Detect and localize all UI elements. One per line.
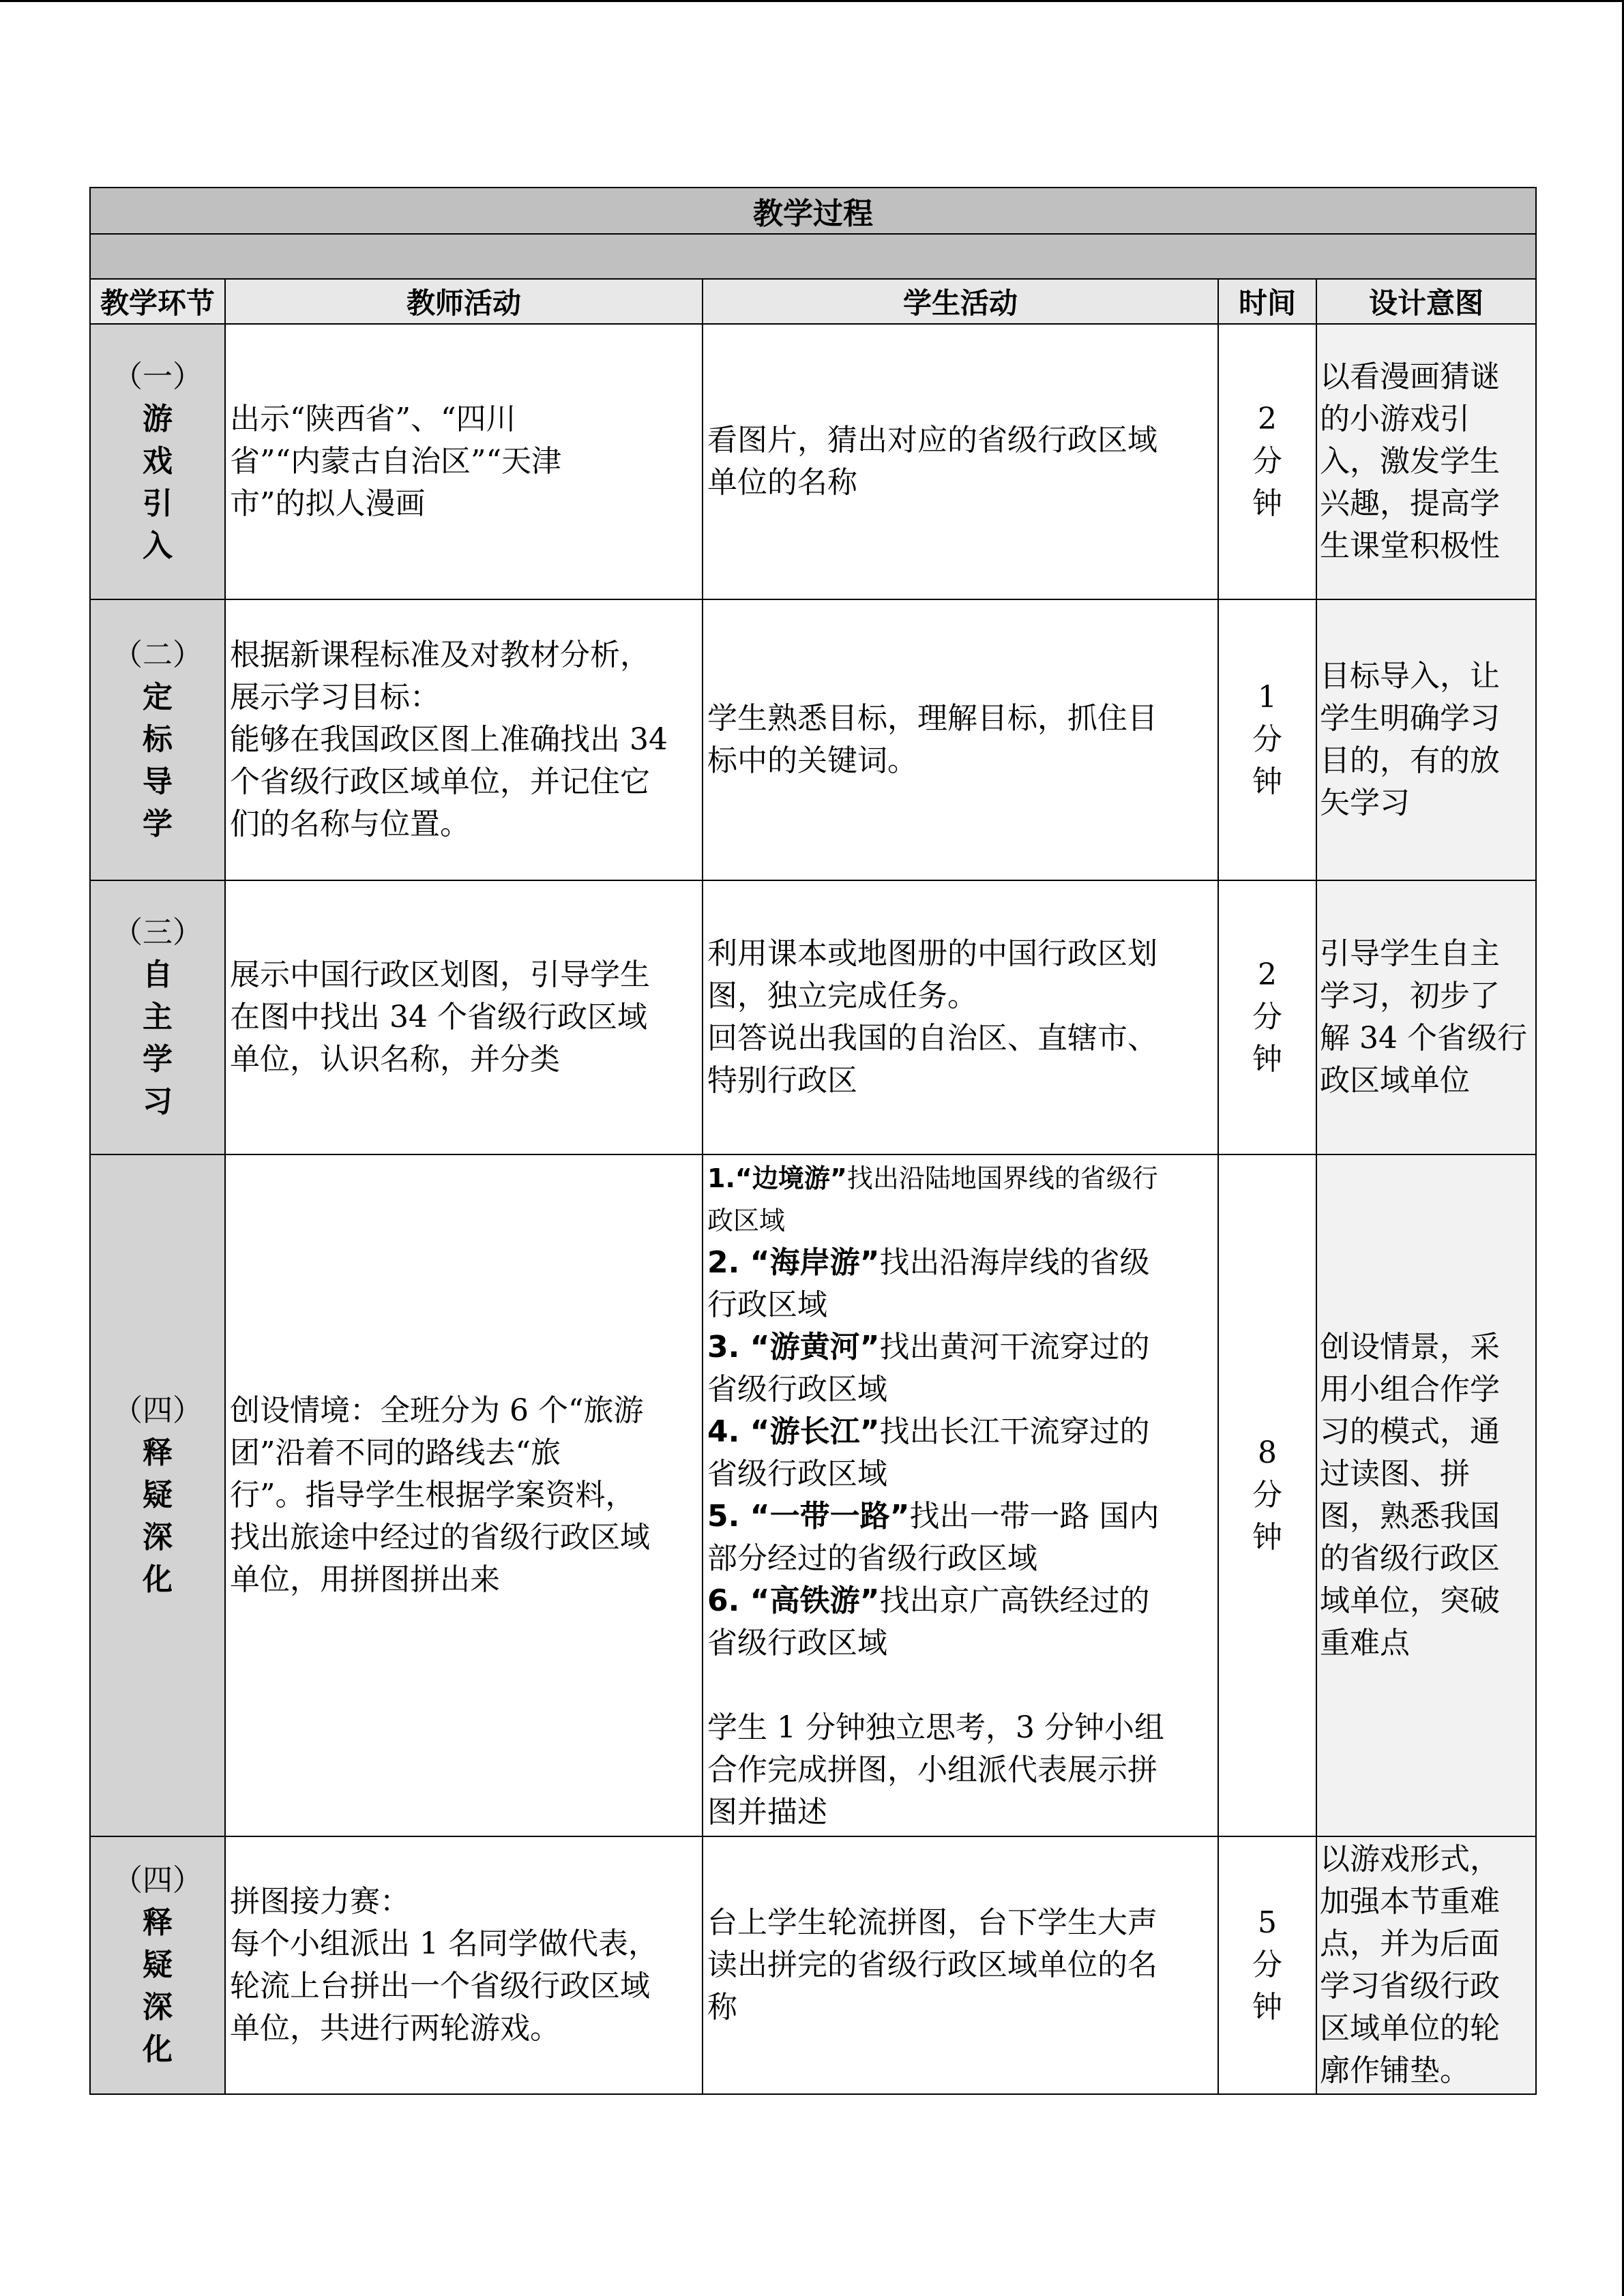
task-text: 找出长江干流穿过的 — [879, 1414, 1150, 1449]
task-text: 找出沿海岸线的省级 — [879, 1245, 1150, 1280]
text-line: 学生熟悉目标，理解目标，抓住目 — [707, 701, 1157, 736]
text-line: 单位的名称 — [707, 465, 857, 500]
time-value: 2 — [1258, 957, 1277, 992]
task-text: 找出黄河干流穿过的 — [879, 1330, 1150, 1365]
text-line: 创设情境：全班分为 6 个“旅游 — [230, 1393, 644, 1428]
text-line: 合作完成拼图，小组派代表展示拼 — [707, 1753, 1157, 1787]
text-line: 过读图、拼 — [1320, 1457, 1470, 1491]
task-text-cont: 政区域 — [707, 1206, 786, 1236]
text-line: 兴趣，提高学 — [1320, 486, 1500, 521]
task-item — [707, 1157, 1213, 1199]
text-line: 单位，用拼图拼出来 — [230, 1562, 500, 1597]
student-activity — [703, 324, 1218, 599]
task-text-cont: 部分经过的省级行政区域 — [707, 1541, 1037, 1576]
text-line: 市”的拟人漫画 — [230, 486, 426, 521]
task-name: 5. “一带一路” — [707, 1499, 910, 1534]
table-title: 教学过程 — [90, 188, 1536, 234]
teacher-activity — [225, 599, 703, 880]
text-line: 回答说出我国的自治区、直辖市、 — [707, 1021, 1157, 1056]
header-row — [90, 279, 1536, 324]
time-value: 2 — [1258, 402, 1277, 436]
time-value: 5 — [1258, 1905, 1277, 1940]
task-item — [707, 1411, 1213, 1453]
student-activity — [703, 1154, 1218, 1836]
text-line: 目的，有的放 — [1320, 743, 1500, 778]
stage-cell — [90, 324, 225, 599]
table-row — [90, 1154, 1536, 1836]
task-name: 4. “游长江” — [707, 1414, 880, 1449]
design-intent — [1316, 324, 1536, 599]
table-row — [90, 1836, 1536, 2094]
text-line: 个省级行政区域单位，并记住它 — [230, 764, 650, 799]
text-line: 加强本节重难 — [1320, 1884, 1500, 1919]
design-intent — [1316, 880, 1536, 1154]
stage-char: 自 — [143, 957, 173, 992]
time-unit: 钟 — [1252, 1520, 1282, 1555]
text-line: 入，激发学生 — [1320, 444, 1500, 479]
text-line: 创设情景，采 — [1320, 1330, 1500, 1365]
time-unit: 分 — [1252, 1478, 1282, 1512]
text-line: 根据新课程标准及对教材分析， — [230, 638, 650, 672]
time-unit: 钟 — [1252, 486, 1282, 521]
stage-number: （三） — [113, 915, 203, 950]
text-line: 习的模式，通 — [1320, 1414, 1500, 1449]
table-row — [90, 880, 1536, 1154]
text-line: 拼图接力赛： — [230, 1884, 410, 1919]
task-item — [707, 1242, 1213, 1284]
text-line: 单位，共进行两轮游戏。 — [230, 2011, 560, 2046]
text-line: 学生明确学习 — [1320, 701, 1500, 736]
text-line: 图，独立完成任务。 — [707, 979, 977, 1013]
text-line: 台上学生轮流拼图，台下学生大声 — [707, 1905, 1157, 1940]
task-item — [707, 1495, 1213, 1538]
header-student: 学生活动 — [703, 279, 1218, 324]
text-line: 利用课本或地图册的中国行政区划 — [707, 936, 1157, 971]
stage-char: 深 — [143, 1520, 173, 1555]
stage-char: 释 — [143, 1435, 173, 1470]
time-cell — [1218, 599, 1316, 880]
time-unit: 分 — [1252, 1000, 1282, 1034]
time-value: 1 — [1258, 680, 1277, 715]
task-name: 3. “游黄河” — [707, 1330, 880, 1365]
time-unit: 钟 — [1252, 1042, 1282, 1077]
stage-cell — [90, 599, 225, 880]
text-line: 出示“陕西省”、“四川 — [230, 402, 516, 436]
text-line: 图，熟悉我国 — [1320, 1499, 1500, 1534]
time-cell — [1218, 1836, 1316, 2094]
task-text: 找出京广高铁经过的 — [879, 1583, 1150, 1618]
time-unit: 分 — [1252, 444, 1282, 479]
stage-char: 主 — [143, 1000, 173, 1034]
time-value: 8 — [1258, 1435, 1277, 1470]
text-line: 展示中国行政区划图，引导学生 — [230, 957, 650, 992]
time-unit: 分 — [1252, 1948, 1282, 1982]
text-line: 以看漫画猜谜 — [1320, 359, 1500, 394]
stage-char: 学 — [143, 1042, 173, 1077]
text-line: 能够在我国政区图上准确找出 34 — [230, 722, 668, 757]
stage-number: （四） — [113, 1393, 203, 1428]
text-line: 特别行政区 — [707, 1063, 857, 1098]
task-item — [707, 1326, 1213, 1369]
text-line: 找出旅途中经过的省级行政区域 — [230, 1520, 650, 1555]
header-stage: 教学环节 — [90, 279, 225, 324]
task-text-cont: 行政区域 — [707, 1287, 827, 1322]
text-line: 域单位，突破 — [1320, 1583, 1500, 1618]
text-line: 图并描述 — [707, 1795, 827, 1830]
text-line: 标中的关键词。 — [707, 743, 917, 778]
stage-char: 习 — [143, 1084, 173, 1119]
text-line: 学生 1 分钟独立思考，3 分钟小组 — [707, 1710, 1164, 1745]
time-unit: 钟 — [1252, 1990, 1282, 2025]
text-line: 解 34 个省级行 — [1320, 1021, 1527, 1056]
header-teacher: 教师活动 — [225, 279, 703, 324]
text-line: 展示学习目标： — [230, 680, 440, 715]
task-text-cont: 省级行政区域 — [707, 1372, 887, 1407]
time-cell — [1218, 880, 1316, 1154]
teacher-activity — [225, 324, 703, 599]
time-unit: 钟 — [1252, 764, 1282, 799]
stage-cell — [90, 1836, 225, 2094]
stage-char: 释 — [143, 1905, 173, 1940]
task-item — [707, 1580, 1213, 1622]
text-line: 称 — [707, 1990, 737, 2025]
text-line: 单位，认识名称，并分类 — [230, 1042, 560, 1077]
stage-char: 引 — [143, 486, 173, 521]
text-line: 看图片，猜出对应的省级行政区域 — [707, 423, 1157, 458]
text-line: 用小组合作学 — [1320, 1372, 1500, 1407]
text-line: 省”“内蒙古自治区”“天津 — [230, 444, 561, 479]
teacher-activity — [225, 1154, 703, 1836]
text-line: 每个小组派出 1 名同学做代表， — [230, 1926, 658, 1961]
stage-number: （一） — [113, 359, 203, 394]
text-line: 区域单位的轮 — [1320, 2011, 1500, 2046]
text-line: 行”。指导学生根据学案资料， — [230, 1478, 636, 1512]
table-row — [90, 599, 1536, 880]
stage-cell — [90, 1154, 225, 1836]
text-line: 学习，初步了 — [1320, 979, 1500, 1013]
text-line: 的小游戏引 — [1320, 402, 1470, 436]
text-line: 的省级行政区 — [1320, 1541, 1500, 1576]
student-activity — [703, 880, 1218, 1154]
text-line: 读出拼完的省级行政区域单位的名 — [707, 1948, 1157, 1982]
task-name: 6. “高铁游” — [707, 1583, 880, 1618]
stage-char: 导 — [143, 764, 173, 799]
stage-char: 定 — [143, 680, 173, 715]
task-text-cont: 省级行政区域 — [707, 1457, 887, 1491]
stage-char: 戏 — [143, 444, 173, 479]
stage-char: 学 — [143, 807, 173, 841]
teacher-activity — [225, 880, 703, 1154]
stage-char: 化 — [143, 1562, 173, 1597]
text-line: 生课堂积极性 — [1320, 528, 1500, 563]
design-intent — [1316, 1154, 1536, 1836]
design-intent — [1316, 599, 1536, 880]
blank-row — [90, 234, 1536, 279]
text-line: 点，并为后面 — [1320, 1926, 1500, 1961]
task-name: 1.“边境游” — [707, 1163, 847, 1193]
stage-char: 疑 — [143, 1948, 173, 1982]
time-unit: 分 — [1252, 722, 1282, 757]
text-line: 重难点 — [1320, 1626, 1410, 1660]
stage-char: 入 — [143, 528, 173, 563]
stage-char: 化 — [143, 2032, 173, 2067]
text-line: 学习省级行政 — [1320, 1969, 1500, 2003]
header-intent: 设计意图 — [1316, 279, 1536, 324]
design-intent — [1316, 1836, 1536, 2094]
stage-char: 深 — [143, 1990, 173, 2025]
text-line: 轮流上台拼出一个省级行政区域 — [230, 1969, 650, 2003]
task-text: 找出沿陆地国界线的省级行 — [846, 1163, 1158, 1193]
time-cell — [1218, 1154, 1316, 1836]
stage-char: 游 — [143, 402, 173, 436]
text-line: 在图中找出 34 个省级行政区域 — [230, 1000, 647, 1034]
text-line: 们的名称与位置。 — [230, 807, 470, 841]
task-text-cont: 省级行政区域 — [707, 1626, 887, 1660]
task-text: 找出一带一路 国内 — [909, 1499, 1160, 1534]
student-activity — [703, 599, 1218, 880]
text-line: 政区域单位 — [1320, 1063, 1470, 1098]
stage-char: 疑 — [143, 1478, 173, 1512]
stage-cell — [90, 880, 225, 1154]
task-name: 2. “海岸游” — [707, 1245, 880, 1280]
text-line: 廓作铺垫。 — [1320, 2053, 1470, 2088]
text-line: 矢学习 — [1320, 786, 1410, 820]
stage-number: （四） — [113, 1863, 203, 1898]
spacer — [707, 1665, 1213, 1707]
header-time: 时间 — [1218, 279, 1316, 324]
teacher-activity — [225, 1836, 703, 2094]
text-line: 目标导入，让 — [1320, 659, 1500, 694]
teaching-process-table — [89, 187, 1537, 2095]
text-line: 引导学生自主 — [1320, 936, 1500, 971]
text-line: 团”沿着不同的路线去“旅 — [230, 1435, 561, 1470]
student-activity — [703, 1836, 1218, 2094]
stage-number: （二） — [113, 638, 203, 672]
stage-char: 标 — [143, 722, 173, 757]
table-row — [90, 324, 1536, 599]
time-cell — [1218, 324, 1316, 599]
text-line: 以游戏形式， — [1320, 1842, 1500, 1877]
